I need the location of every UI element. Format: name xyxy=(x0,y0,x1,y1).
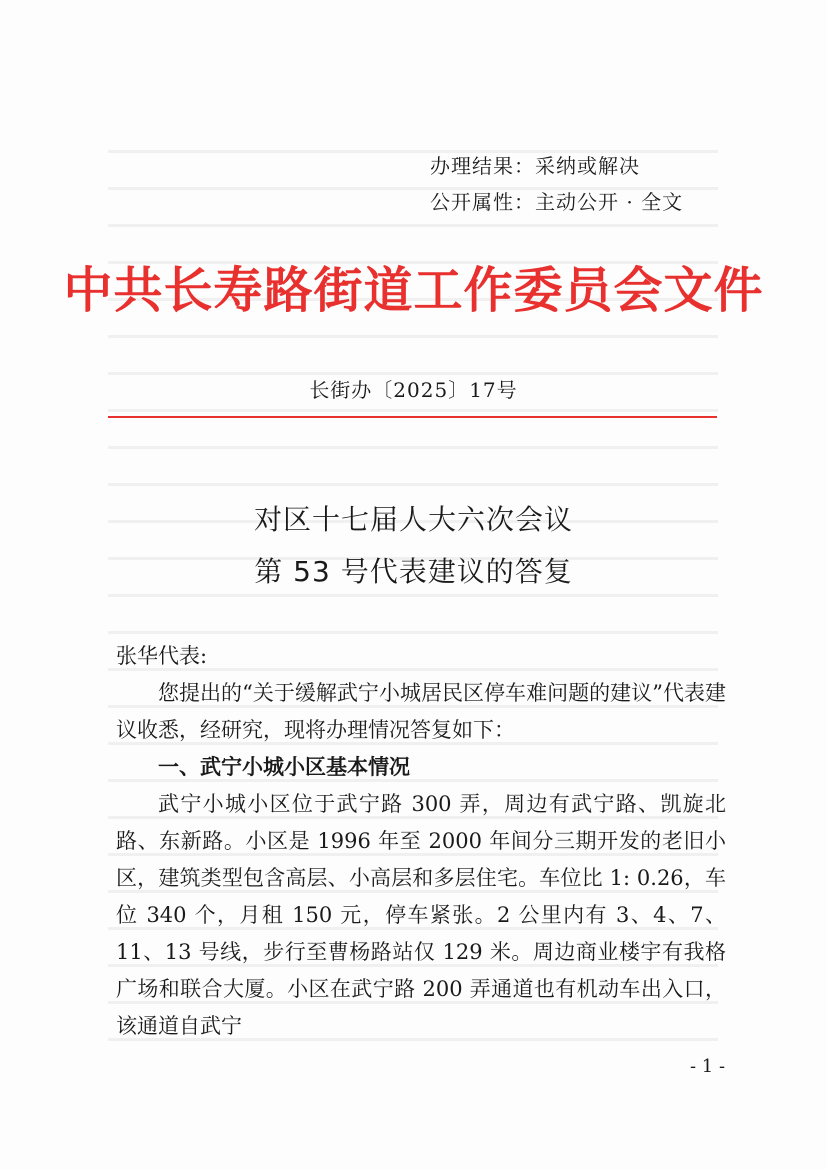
section-1-paragraph: 武宁小城小区位于武宁路 300 弄，周边有武宁路、凯旋北路、东新路。小区是 1996 年至 2000 年间分三期开发的老旧小区，建筑类型包含高层、小高层和多层住宅。车位比 1: 0.26，车位 340 个，月租 150 元，停车紧张。2 公里内有 3、4、7、11、13 号线，步行至曹杨路站仅 129 米。周边商业楼宇有我格广场和联合大厦。小区在武宁路 200 弄通道也有机动车出入口，该通道自武宁 xyxy=(116,792,726,1038)
public-attribute-label: 公开属性： xyxy=(430,190,535,214)
document-header-title: 中共长寿路街道工作委员会文件 xyxy=(63,262,764,319)
subject-line-1: 对区十七届人大六次会议 xyxy=(253,503,573,536)
public-attribute-row xyxy=(430,184,683,220)
section-1-heading: 一、武宁小城小区基本情况 xyxy=(158,755,410,779)
public-attribute-value: 主动公开 · 全文 xyxy=(535,190,684,214)
salutation: 张华代表: xyxy=(116,644,208,668)
page-number: - 1 - xyxy=(690,1056,726,1077)
document-subject xyxy=(0,494,827,598)
document-meta xyxy=(430,148,683,220)
handling-result-row xyxy=(430,148,683,184)
handling-result-value: 采纳或解决 xyxy=(535,154,640,178)
document-body xyxy=(116,638,726,1045)
red-divider-line xyxy=(108,416,717,418)
document-number: 长街办〔2025〕17号 xyxy=(309,378,518,402)
handling-result-label: 办理结果： xyxy=(430,154,535,178)
subject-line-2: 第 53 号代表建议的答复 xyxy=(254,555,573,588)
intro-paragraph: 您提出的“关于缓解武宁小城居民区停车难问题的建议”代表建议收悉，经研究，现将办理情况答复如下： xyxy=(116,681,726,742)
